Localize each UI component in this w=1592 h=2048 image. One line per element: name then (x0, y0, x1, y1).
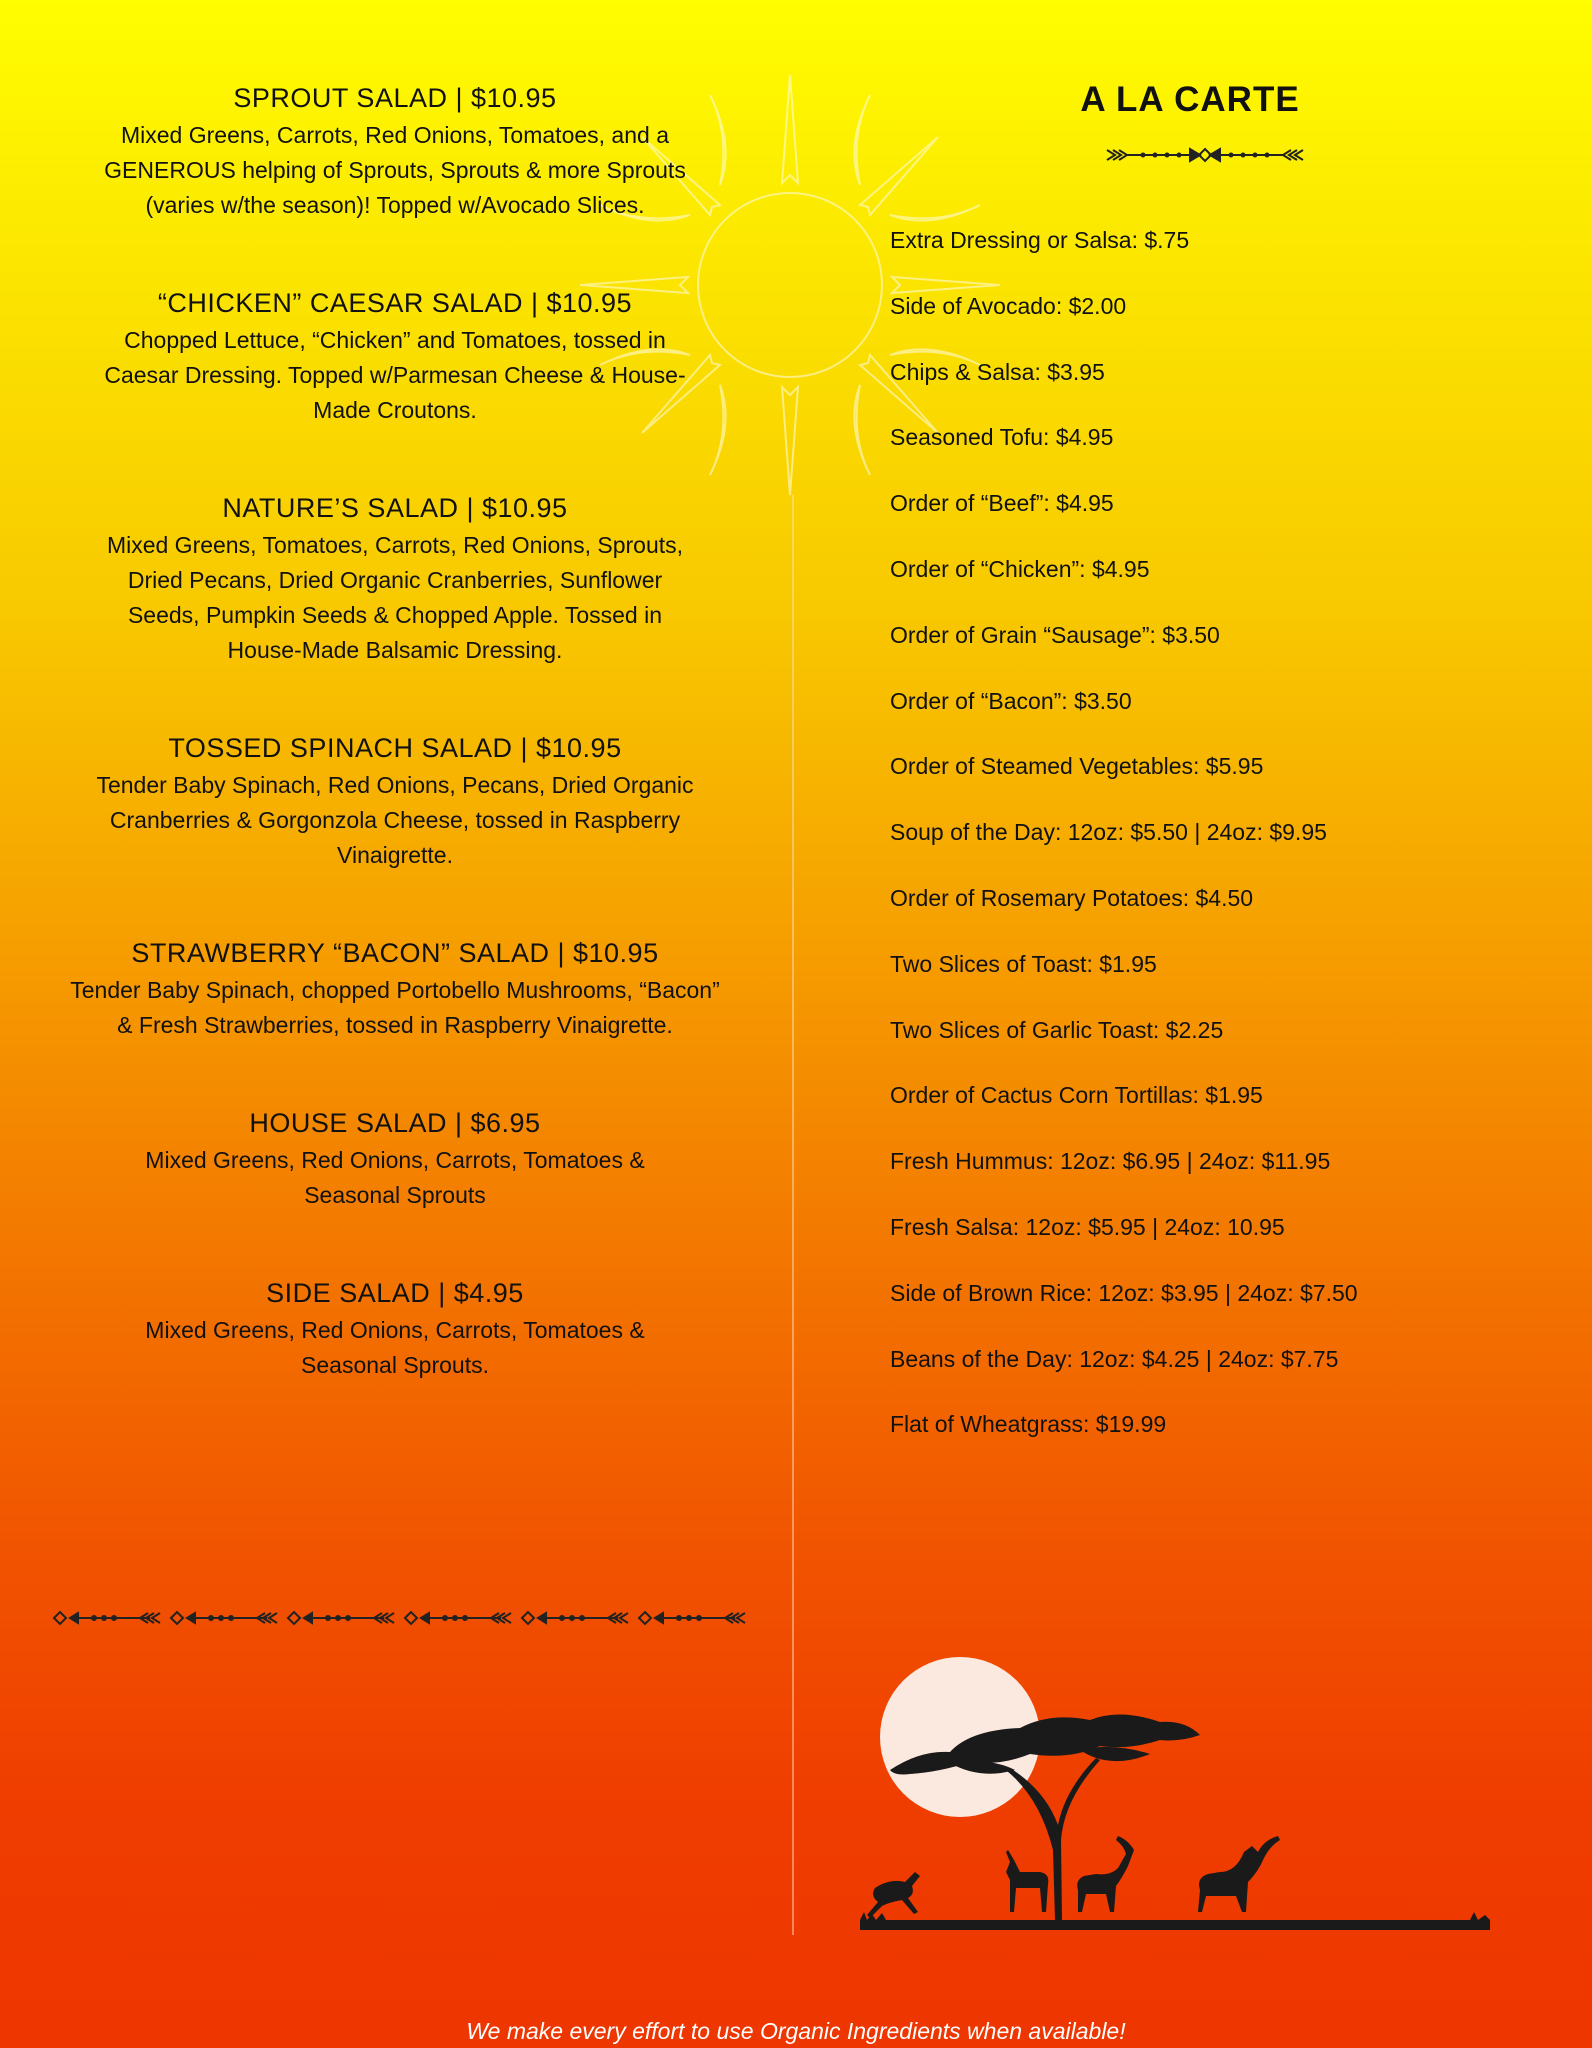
savanna-scene-icon (860, 1650, 1490, 1930)
list-item: Side of Avocado: $2.00 (890, 292, 1127, 319)
list-item: Order of Rosemary Potatoes: $4.50 (890, 884, 1254, 911)
list-item: Order of Cactus Corn Tortillas: $1.95 (890, 1082, 1263, 1109)
salad-item-strawberry-bacon (55, 935, 735, 1043)
salad-item-chicken-caesar (55, 285, 735, 428)
salad-title: TOSSED SPINACH SALAD | $10.95 (168, 733, 622, 763)
list-item: Two Slices of Garlic Toast: $2.25 (890, 1016, 1224, 1043)
salad-description: Mixed Greens, Red Onions, Carrots, Tomatoes & Seasonal Sprouts (145, 1147, 645, 1208)
organic-footer-note: We make every effort to use Organic Ingredients when available! (466, 2018, 1126, 2044)
salad-item-side (55, 1275, 735, 1383)
salad-description: Mixed Greens, Red Onions, Carrots, Tomatoes & Seasonal Sprouts. (145, 1317, 645, 1378)
salad-title: SIDE SALAD | $4.95 (266, 1278, 524, 1308)
salad-item-tossed-spinach (55, 730, 735, 873)
tribal-border-icon (50, 1608, 750, 1628)
salad-item-house (55, 1105, 735, 1213)
list-item: Fresh Salsa: 12oz: $5.95 | 24oz: 10.95 (890, 1213, 1285, 1240)
list-item: Chips & Salsa: $3.95 (890, 358, 1105, 385)
list-item: Order of Grain “Sausage”: $3.50 (890, 621, 1220, 648)
list-item: Two Slices of Toast: $1.95 (890, 950, 1157, 977)
list-item: Side of Brown Rice: 12oz: $3.95 | 24oz: $7.50 (890, 1279, 1358, 1306)
list-item: Order of “Chicken”: $4.95 (890, 555, 1150, 582)
arrow-ornament-icon (1105, 145, 1305, 165)
salad-title: “CHICKEN” CAESAR SALAD | $10.95 (157, 288, 633, 318)
salad-description: Mixed Greens, Carrots, Red Onions, Tomatoes, and a GENEROUS helping of Sprouts, Sprouts & more Sprouts (varies w/the season)! Topped w/Avocado Slices. (104, 122, 686, 218)
list-item: Order of “Bacon”: $3.50 (890, 687, 1132, 714)
salad-title: NATURE’S SALAD | $10.95 (222, 493, 568, 523)
salad-title: SPROUT SALAD | $10.95 (233, 83, 557, 113)
salad-list (55, 80, 735, 1445)
a-la-carte-list (890, 225, 1358, 1475)
list-item: Extra Dressing or Salsa: $.75 (890, 227, 1190, 253)
salad-item-sprout (55, 80, 735, 223)
list-item: Order of Steamed Vegetables: $5.95 (890, 753, 1264, 780)
list-item: Fresh Hummus: 12oz: $6.95 | 24oz: $11.95 (890, 1148, 1331, 1175)
a-la-carte-title: A LA CARTE (1080, 80, 1300, 119)
antelope-silhouettes-icon (867, 1836, 1280, 1918)
salad-description: Tender Baby Spinach, chopped Portobello Mushrooms, “Bacon” & Fresh Strawberries, tossed in Raspberry Vinaigrette. (70, 977, 720, 1038)
grass-icon (860, 1912, 1490, 1930)
list-item: Soup of the Day: 12oz: $5.50 | 24oz: $9.95 (890, 819, 1327, 846)
salad-title: HOUSE SALAD | $6.95 (249, 1108, 541, 1138)
column-divider (792, 495, 794, 1935)
salad-description: Tender Baby Spinach, Red Onions, Pecans, Dried Organic Cranberries & Gorgonzola Cheese, tossed in Raspberry Vinaigrette. (96, 772, 694, 868)
salad-item-natures (55, 490, 735, 668)
list-item: Beans of the Day: 12oz: $4.25 | 24oz: $7.75 (890, 1345, 1339, 1372)
list-item: Flat of Wheatgrass: $19.99 (890, 1411, 1167, 1438)
salad-description: Chopped Lettuce, “Chicken” and Tomatoes, tossed in Caesar Dressing. Topped w/Parmesan Cheese & House-Made Croutons. (104, 327, 686, 423)
list-item: Order of “Beef”: $4.95 (890, 490, 1114, 517)
salad-title: STRAWBERRY “BACON” SALAD | $10.95 (131, 938, 659, 968)
list-item: Seasoned Tofu: $4.95 (890, 424, 1114, 451)
salad-description: Mixed Greens, Tomatoes, Carrots, Red Onions, Sprouts, Dried Pecans, Dried Organic Cranberries, Sunflower Seeds, Pumpkin Seeds & Chopped Apple. Tossed in House-Made Balsamic Dressing. (106, 532, 684, 663)
